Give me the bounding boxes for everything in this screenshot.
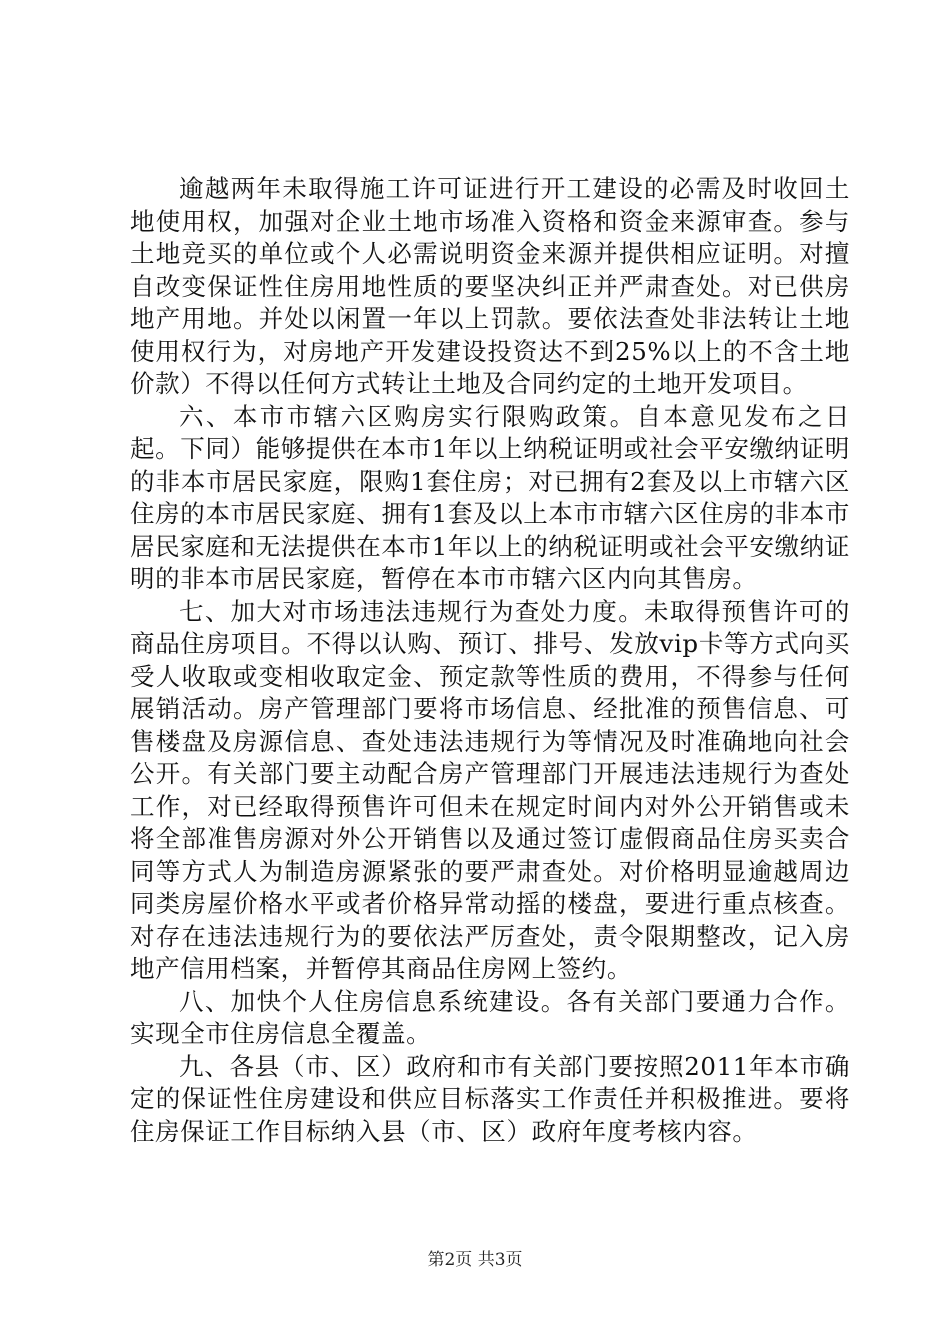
page-footer: 第2页 共3页 (427, 1250, 523, 1270)
paragraph-housing-info-system: 八、加快个人住房信息系统建设。各有关部门要通力合作。实现全市住房信息全覆盖。 (130, 986, 850, 1048)
paragraph-county-targets: 九、各县（市、区）政府和市有关部门要按照2011年本市确定的保证性住房建设和供应目标落实工作责任并积极推进。要将住房保证工作目标纳入县（市、区）政府年度考核内容。 (130, 1051, 850, 1146)
paragraph-market-enforcement: 七、加大对市场违法违规行为查处力度。未取得预售许可的商品住房项目。不得以认购、预订、排号、发放vip卡等方式向买受人收取或变相收取定金、预定款等性质的费用，不得参与任何展销活动。房产管理部门要将市场信息、经批准的预售信息、可售楼盘及房源信息、查处违法违规行为等情况及时准确地向社会公开。有关部门要主动配合房产管理部门开展违法违规行为查处工作，对已经取得预售许可但未在规定时间内对外公开销售或未将全部准售房源对外公开销售以及通过签订虚假商品住房买卖合同等方式人为制造房源紧张的要严肃查处。对价格明显逾越周边同类房屋价格水平或者价格异常动摇的楼盘，要进行重点核查。对存在违法违规行为的要依法严厉查处，责令限期整改，记入房地产信用档案，并暂停其商品住房网上签约。 (130, 596, 850, 983)
document-body (130, 173, 850, 1148)
paragraph-land-use: 逾越两年未取得施工许可证进行开工建设的必需及时收回土地使用权，加强对企业土地市场准入资格和资金来源审查。参与土地竞买的单位或个人必需说明资金来源并提供相应证明。对擅自改变保证性住房用地性质的要坚决纠正并严肃查处。对已供房地产用地。并处以闲置一年以上罚款。要依法查处非法转让土地使用权行为，对房地产开发建设投资达不到25%以上的不含土地价款）不得以任何方式转让土地及合同约定的土地开发项目。 (130, 174, 850, 398)
paragraph-purchase-restriction: 六、本市市辖六区购房实行限购政策。自本意见发布之日起。下同）能够提供在本市1年以上纳税证明或社会平安缴纳证明的非本市居民家庭，限购1套住房；对已拥有2套及以上市辖六区住房的本市居民家庭、拥有1套及以上本市市辖六区住房的非本市居民家庭和无法提供在本市1年以上的纳税证明或社会平安缴纳证明的非本市居民家庭，暂停在本市市辖六区内向其售房。 (130, 401, 850, 593)
